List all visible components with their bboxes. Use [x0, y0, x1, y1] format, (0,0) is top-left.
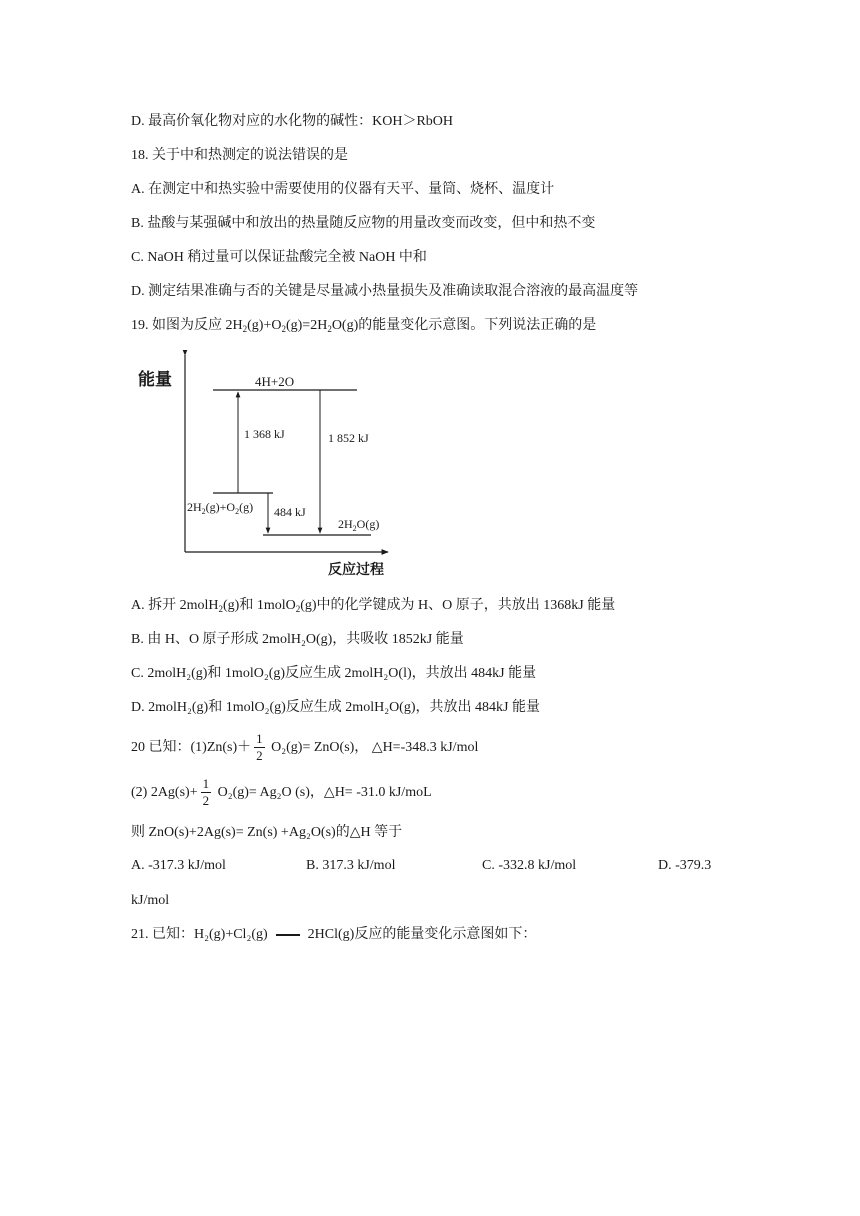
q18-option-b: B. 盐酸与某强碱中和放出的热量随反应物的用量改变而改变，但中和热不变	[131, 216, 596, 231]
fraction-denominator: 2	[202, 793, 210, 809]
q21-stem-prefix: 21. 已知：H₂(g)+Cl₂(g)	[131, 927, 268, 942]
q19-equation: $2H_2(g)+O_2(g)=2H_2O(g)$	[225, 318, 359, 334]
q19-stem	[131, 317, 596, 335]
q20-option-a: A. -317.3 kJ/mol	[131, 858, 226, 873]
q20-eq2-prefix: (2) 2Ag(s)+	[131, 785, 198, 800]
arrow-down-total-label: 1 852 kJ	[328, 431, 369, 445]
arrow-down-delta-label: 484 kJ	[274, 505, 306, 519]
q17-option-d: D. 最高价氧化物对应的水化物的碱性：KOH＞RbOH	[131, 114, 453, 129]
q21-stem	[131, 926, 536, 944]
q20-eq2-fraction	[201, 776, 212, 809]
fraction-numerator: 1	[256, 731, 263, 747]
q18-option-a: A. 在测定中和热实验中需要使用的仪器有天平、量筒、烧杯、温度计	[131, 182, 555, 197]
fraction-numerator: 1	[202, 776, 210, 792]
q19-option-a-formula: $_2$(g)和 1molO$_2$(g)	[218, 598, 317, 614]
q19-option-a	[131, 597, 615, 615]
q20-option-c: C. -332.8 kJ/mol	[482, 858, 577, 873]
q20-option-d: D. -379.3	[658, 858, 712, 873]
energy-diagram	[135, 350, 395, 580]
equals-bar	[276, 934, 300, 936]
q20-eq1-suffix: O₂(g)= ZnO(s)， △H=-348.3 kJ/mol	[267, 740, 479, 755]
q21-stem-suffix: 2HCl(g)反应的能量变化示意图如下：	[307, 927, 537, 942]
q20-equation-2	[131, 776, 432, 810]
q18-stem: 18. 关于中和热测定的说法错误的是	[131, 148, 348, 163]
level-products-label: $2H_2O(g)$	[338, 517, 380, 533]
q20-equation-1	[131, 731, 478, 765]
q19-option-a-suffix: 中的化学键成为 H、O 原子，共放出 1368kJ 能量	[316, 598, 616, 613]
x-axis-label: 反应过程	[328, 562, 384, 578]
level-reactants-label: $2H_2(g)+O_2(g)$	[187, 500, 254, 516]
q20-option-d-wrap: kJ/mol	[131, 893, 170, 908]
q20-eq2-suffix: O₂(g)= Ag₂O (s)，△H= -31.0 kJ/moL	[214, 785, 432, 800]
q19-stem-prefix: 19. 如图为反应	[131, 318, 226, 333]
q19-option-b: B. 由 H、O 原子形成 2molH₂O(g)，共吸收 1852kJ 能量	[131, 632, 464, 647]
q19-stem-suffix: 的能量变化示意图。下列说法正确的是	[358, 318, 597, 333]
q19-option-c: C. 2molH₂(g)和 1molO₂(g)反应生成 2molH₂O(l)，共放出 484kJ 能量	[131, 666, 537, 681]
y-axis-label: 能量	[138, 370, 172, 390]
q19-option-d: D. 2molH₂(g)和 1molO₂(g)反应生成 2molH₂O(g)，共放出 484kJ 能量	[131, 700, 540, 715]
level-atoms-label: 4H+2O	[255, 374, 295, 389]
q18-option-d: D. 测定结果准确与否的关键是尽量减小热量损失及准确读取混合溶液的最高温度等	[131, 284, 639, 299]
q20-question: 则 ZnO(s)+2Ag(s)= Zn(s) +Ag₂O(s)的△H 等于	[131, 825, 403, 840]
q20-option-b: B. 317.3 kJ/mol	[306, 858, 396, 873]
q20-eq1-fraction	[254, 731, 265, 764]
q19-option-a-prefix: A. 拆开 2molH	[131, 598, 219, 613]
q20-eq1-prefix: 20 已知：(1)Zn(s)＋	[131, 740, 252, 755]
fraction-denominator: 2	[256, 748, 263, 764]
q18-option-c: C. NaOH 稍过量可以保证盐酸完全被 NaOH 中和	[131, 250, 427, 265]
arrow-up-label: 1 368 kJ	[244, 427, 285, 441]
